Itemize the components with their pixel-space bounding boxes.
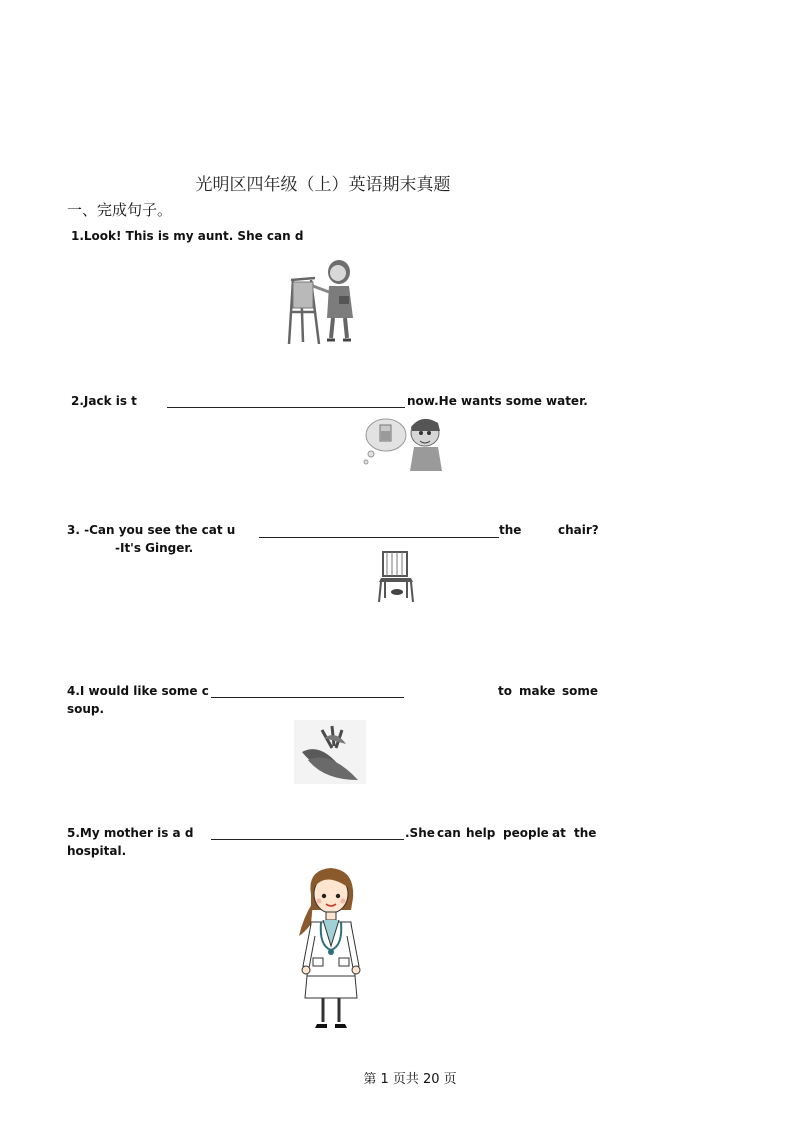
- question-2-before: 2.Jack is t: [71, 394, 137, 408]
- answer-blank-2[interactable]: [167, 407, 405, 408]
- question-3-answer-line: -It's Ginger.: [115, 541, 194, 555]
- question-5-word-people: people: [503, 826, 549, 840]
- question-4-word-to: to: [498, 684, 512, 698]
- answer-blank-3[interactable]: [259, 537, 499, 538]
- question-5-word-at: at: [552, 826, 566, 840]
- thirsty-boy-picture: [362, 413, 444, 471]
- question-5-word-she: .She: [405, 826, 435, 840]
- question-4-word-make: make: [519, 684, 556, 698]
- page-title: 光明区四年级（上）英语期末真题: [195, 175, 451, 195]
- girl-drawing-picture: [285, 252, 361, 348]
- question-4-before: 4.I would like some c: [67, 684, 209, 698]
- question-5-continuation: hospital.: [67, 844, 127, 858]
- question-3-word-chair: chair?: [558, 523, 599, 537]
- carrots-picture: [294, 720, 366, 784]
- question-5-word-the: the: [574, 826, 597, 840]
- answer-blank-5[interactable]: [211, 839, 404, 840]
- question-4-word-some: some: [562, 684, 599, 698]
- question-5-before: 5.My mother is a d: [67, 826, 194, 840]
- question-5-word-can: can: [437, 826, 461, 840]
- question-4-continuation: soup.: [67, 702, 105, 716]
- question-1-text: 1.Look! This is my aunt. She can d: [71, 229, 304, 243]
- question-5-word-help: help: [466, 826, 496, 840]
- question-3-before: 3. -Can you see the cat u: [67, 523, 236, 537]
- doctor-picture: [297, 866, 365, 1032]
- answer-blank-4[interactable]: [211, 697, 404, 698]
- section-heading: 一、完成句子。: [67, 201, 173, 219]
- chair-picture: [375, 548, 421, 604]
- question-3-word-the: the: [499, 523, 522, 537]
- page-footer: 第 1 页共 20 页: [363, 1072, 457, 1087]
- question-2-after: now.He wants some water.: [407, 394, 588, 408]
